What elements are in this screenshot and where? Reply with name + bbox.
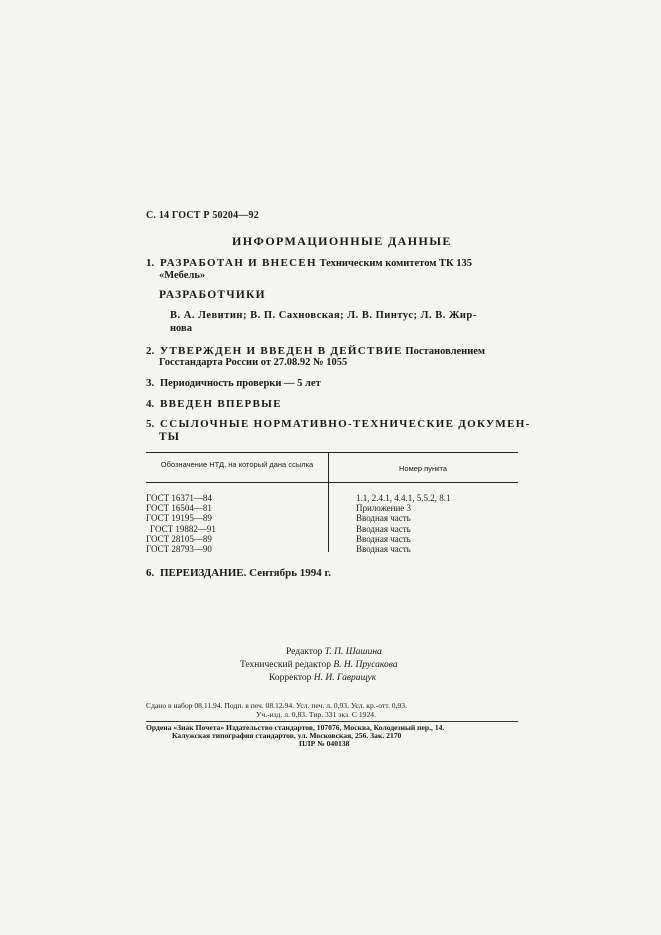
table-cell-ntd: ГОСТ 19195—89 xyxy=(146,513,212,524)
section-5-heading-cont: ТЫ xyxy=(159,431,180,443)
section-number: 1. xyxy=(146,257,155,269)
developers-list-cont: нова xyxy=(170,323,192,334)
section-1-heading: РАЗРАБОТАН И ВНЕСЕН xyxy=(160,257,317,269)
tech-editor-name: В. Н. Прусакова xyxy=(333,660,398,670)
table-cell-ntd: ГОСТ 16371—84 xyxy=(146,493,212,503)
section-1-text-cont: «Мебель» xyxy=(159,270,206,281)
section-number: 6. xyxy=(146,567,155,579)
section-3-text: Периодичность проверки — 5 лет xyxy=(160,378,321,389)
corrector-name: Н. И. Гаврищук xyxy=(313,673,377,683)
table-header-ntd: Обозначение НТД, на который дана ссылка xyxy=(160,460,314,469)
table-cell-clause: Вводная часть xyxy=(356,523,411,534)
section-2-text-cont: Госстандарта России от 27.08.92 № 1055 xyxy=(159,357,348,368)
table-cell-clause: Вводная часть xyxy=(356,533,411,544)
section-1-text: Техническим комитетом ТК 135 xyxy=(316,258,473,269)
table-cell-clause: Вводная часть xyxy=(356,513,411,524)
page-title: ИНФОРМАЦИОННЫЕ ДАННЫЕ xyxy=(232,234,452,248)
table-column-ntd xyxy=(146,493,216,554)
table-cell-clause: Вводная часть xyxy=(356,544,411,555)
section-2-heading: УТВЕРЖДЕН И ВВЕДЕН В ДЕЙСТВИЕ xyxy=(160,345,403,357)
table-top-rule xyxy=(146,452,518,453)
table-column-clause xyxy=(356,493,451,554)
section-5 xyxy=(146,418,531,430)
section-number: 5. xyxy=(146,418,155,430)
developers-list: В. А. Левитин; В. П. Сахновская; Л. В. Пинтус; Л. В. Жир- xyxy=(170,310,477,321)
table-cell-clause: 1.1, 2.4.1, 4.4.1, 5.5.2, 8.1 xyxy=(356,493,451,503)
section-4 xyxy=(146,398,282,410)
table-cell-ntd: ГОСТ 28793—90 xyxy=(146,544,212,555)
section-2 xyxy=(146,345,485,357)
imprint-line: Сдано в набор 08.11.94. Подп. в печ. 08.12.94. Усл. печ. л. 0,93. Усл. кр.-отт. 0,93. xyxy=(146,701,407,710)
section-2-text: Постановлением xyxy=(402,346,486,357)
section-number: 2. xyxy=(146,345,155,357)
table-header-rule xyxy=(146,482,518,483)
section-5-heading: ССЫЛОЧНЫЕ НОРМАТИВНО-ТЕХНИЧЕСКИЕ ДОКУМЕН- xyxy=(160,418,531,430)
imprint-publisher: Ордена «Знак Почета» Издательство стандартов, 107076, Москва, Колодезный пер., 14. xyxy=(146,723,445,732)
table-cell-ntd: ГОСТ 28105—89 xyxy=(146,533,212,544)
tech-editor-label: Технический редактор xyxy=(240,660,334,670)
corrector-label: Корректор xyxy=(269,673,314,683)
imprint-line: Уч.-изд. л. 0,83. Тир. 331 экз. С 1924. xyxy=(256,710,376,719)
imprint-separator xyxy=(146,721,518,722)
table-cell-clause: Приложение 3 xyxy=(356,503,412,514)
table-cell-ntd: ГОСТ 19882—91 xyxy=(150,523,216,534)
section-4-heading: ВВЕДЕН ВПЕРВЫЕ xyxy=(160,398,282,410)
developers-heading: РАЗРАБОТЧИКИ xyxy=(159,289,266,301)
editor-line xyxy=(286,646,382,660)
section-number: 3. xyxy=(146,377,155,389)
imprint-printer: Калужская типография стандартов, ул. Московская, 256. Зак. 2170 xyxy=(172,731,402,740)
section-3 xyxy=(146,377,321,389)
table-header-clause: Номер пункта xyxy=(398,464,447,473)
section-1 xyxy=(146,257,472,269)
editor-label: Редактор xyxy=(286,647,325,657)
section-6-heading: ПЕРЕИЗДАНИЕ. xyxy=(160,567,247,579)
imprint-license: ПЛР № 040138 xyxy=(299,739,350,748)
corrector-line xyxy=(269,672,376,686)
editor-name: Т. П. Шашина xyxy=(324,647,382,657)
tech-editor-line xyxy=(240,659,398,673)
section-6-text: Сентябрь 1994 г. xyxy=(246,567,332,579)
section-6 xyxy=(146,567,331,579)
section-number: 4. xyxy=(146,398,155,410)
table-cell-ntd: ГОСТ 16504—81 xyxy=(146,503,212,514)
page-header: С. 14 ГОСТ Р 50204—92 xyxy=(146,210,259,221)
